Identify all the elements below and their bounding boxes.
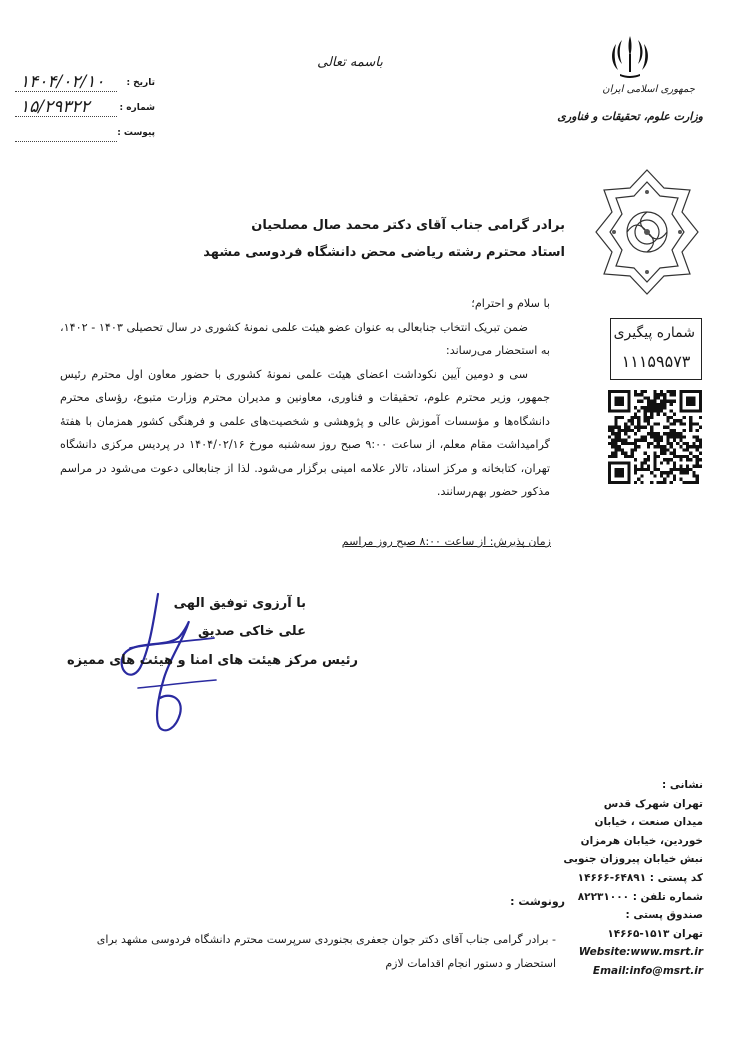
po-box-label: صندوق پستی :: [625, 909, 703, 922]
address-line-2: میدان صنعت ، خیابان: [594, 816, 703, 829]
date-row: [15, 74, 155, 96]
attachment-row: [15, 124, 155, 146]
signatory-name: علی خاکی صدیق: [197, 624, 306, 639]
body-paragraph-2: سی و دومین آیین نکوداشت اعضای هیئت علمی نمونهٔ کشوری با حضور معاون اول محترم رئیس جمهور، وزیر محترم علوم، تحقیقات و فناوری، معاونین و مدیران محترم وزارت متبوع، رؤسای محترم دانشگاه‌ها و مؤسسات آموزش عالی و پژوهشی و شخصیت‌های علمی و فرهنگی کشور همزمان با هفتهٔ گرامیداشت مقام معلم، از ساعت ۹:۰۰ صبح روز سه‌شنبه مورخ ۱۴۰۴/۰۲/۱۶ در پردیس مرکزی دانشگاه تهران، کتابخانه و مرکز اسناد، تالار علامه امینی برگزار می‌شود. لذا از جنابعالی دعوت می‌شود در مراسم مذکور حضور بهم‌رسانند.: [60, 367, 551, 498]
date-label: تاریخ :: [126, 78, 155, 88]
signatory-title: رئیس مرکز هیئت های امنا و هیئت های ممیزه: [66, 653, 358, 668]
date-value: ۱۴۰۴/۰۲/۱۰: [20, 72, 105, 92]
qr-code-icon[interactable]: [608, 390, 702, 484]
postal-code: کد پستی : ۶۴۸۹۱-۱۴۶۶۶: [577, 871, 703, 884]
addressee-title: استاد محترم رشته ریاضی محض دانشگاه فردوسی مشهد: [203, 245, 565, 260]
number-row: [15, 99, 155, 121]
iran-emblem-icon: [608, 32, 652, 82]
po-box: تهران ۱۵۱۳-۱۴۶۶۵: [607, 927, 703, 940]
cc-title: رونوشت :: [510, 895, 565, 908]
address-line-4: نبش خیابان پیروزان جنوبی: [563, 853, 703, 866]
attachment-label: پیوست :: [117, 128, 155, 138]
address-line-1: تهران شهرک قدس: [603, 797, 703, 810]
number-line: [15, 116, 117, 117]
body-paragraph-1: ضمن تبریک انتخاب جنابعالی به عنوان عضو هیئت علمی نمونهٔ کشوری در سال تحصیلی ۱۴۰۳ - ۱۴۰۲، به استحضار می‌رساند:: [60, 320, 550, 357]
reception-time: زمان پذیرش: از ساعت ۸:۰۰ صبح روز مراسم: [341, 535, 551, 548]
closing-wish: با آرزوی توفیق الهی: [173, 596, 306, 611]
decorative-ornament-icon: [594, 168, 700, 296]
letter-body: [60, 292, 550, 504]
address-title: نشانی :: [662, 779, 703, 791]
number-value: ۱۵/۲۹۳۲۲: [20, 97, 90, 117]
website-link[interactable]: Website:www.msrt.ir: [578, 946, 703, 959]
email-link[interactable]: Email:info@msrt.ir: [592, 964, 703, 977]
address-line-3: خوردین، خیابان هرمزان: [580, 834, 703, 847]
attachment-line: [15, 141, 117, 142]
date-line: [15, 91, 117, 92]
greeting: با سلام و احترام؛: [471, 297, 550, 310]
ministry-country: جمهوری اسلامی ایران: [602, 84, 695, 95]
tracking-box: [610, 318, 702, 380]
ministry-name: وزارت علوم، تحقیقات و فناوری: [557, 110, 703, 123]
addressee-name: برادر گرامی جناب آقای دکتر محمد صال مصلحیان: [251, 218, 565, 233]
tracking-label: شماره پیگیری: [613, 325, 695, 341]
phone-number: شماره تلفن : ۸۲۲۳۱۰۰۰: [577, 890, 703, 903]
bismillah-heading: باسمه تعالی: [317, 55, 383, 70]
office-address: [553, 776, 703, 981]
tracking-number: ۱۱۱۵۹۵۷۳: [621, 352, 691, 371]
number-label: شماره :: [119, 103, 155, 113]
cc-text: - برادر گرامی جناب آقای دکتر جوان جعفری بجنوردی سرپرست محترم دانشگاه فردوسی مشهد برای استحضار و دستور انجام اقدامات لازم: [96, 933, 556, 970]
